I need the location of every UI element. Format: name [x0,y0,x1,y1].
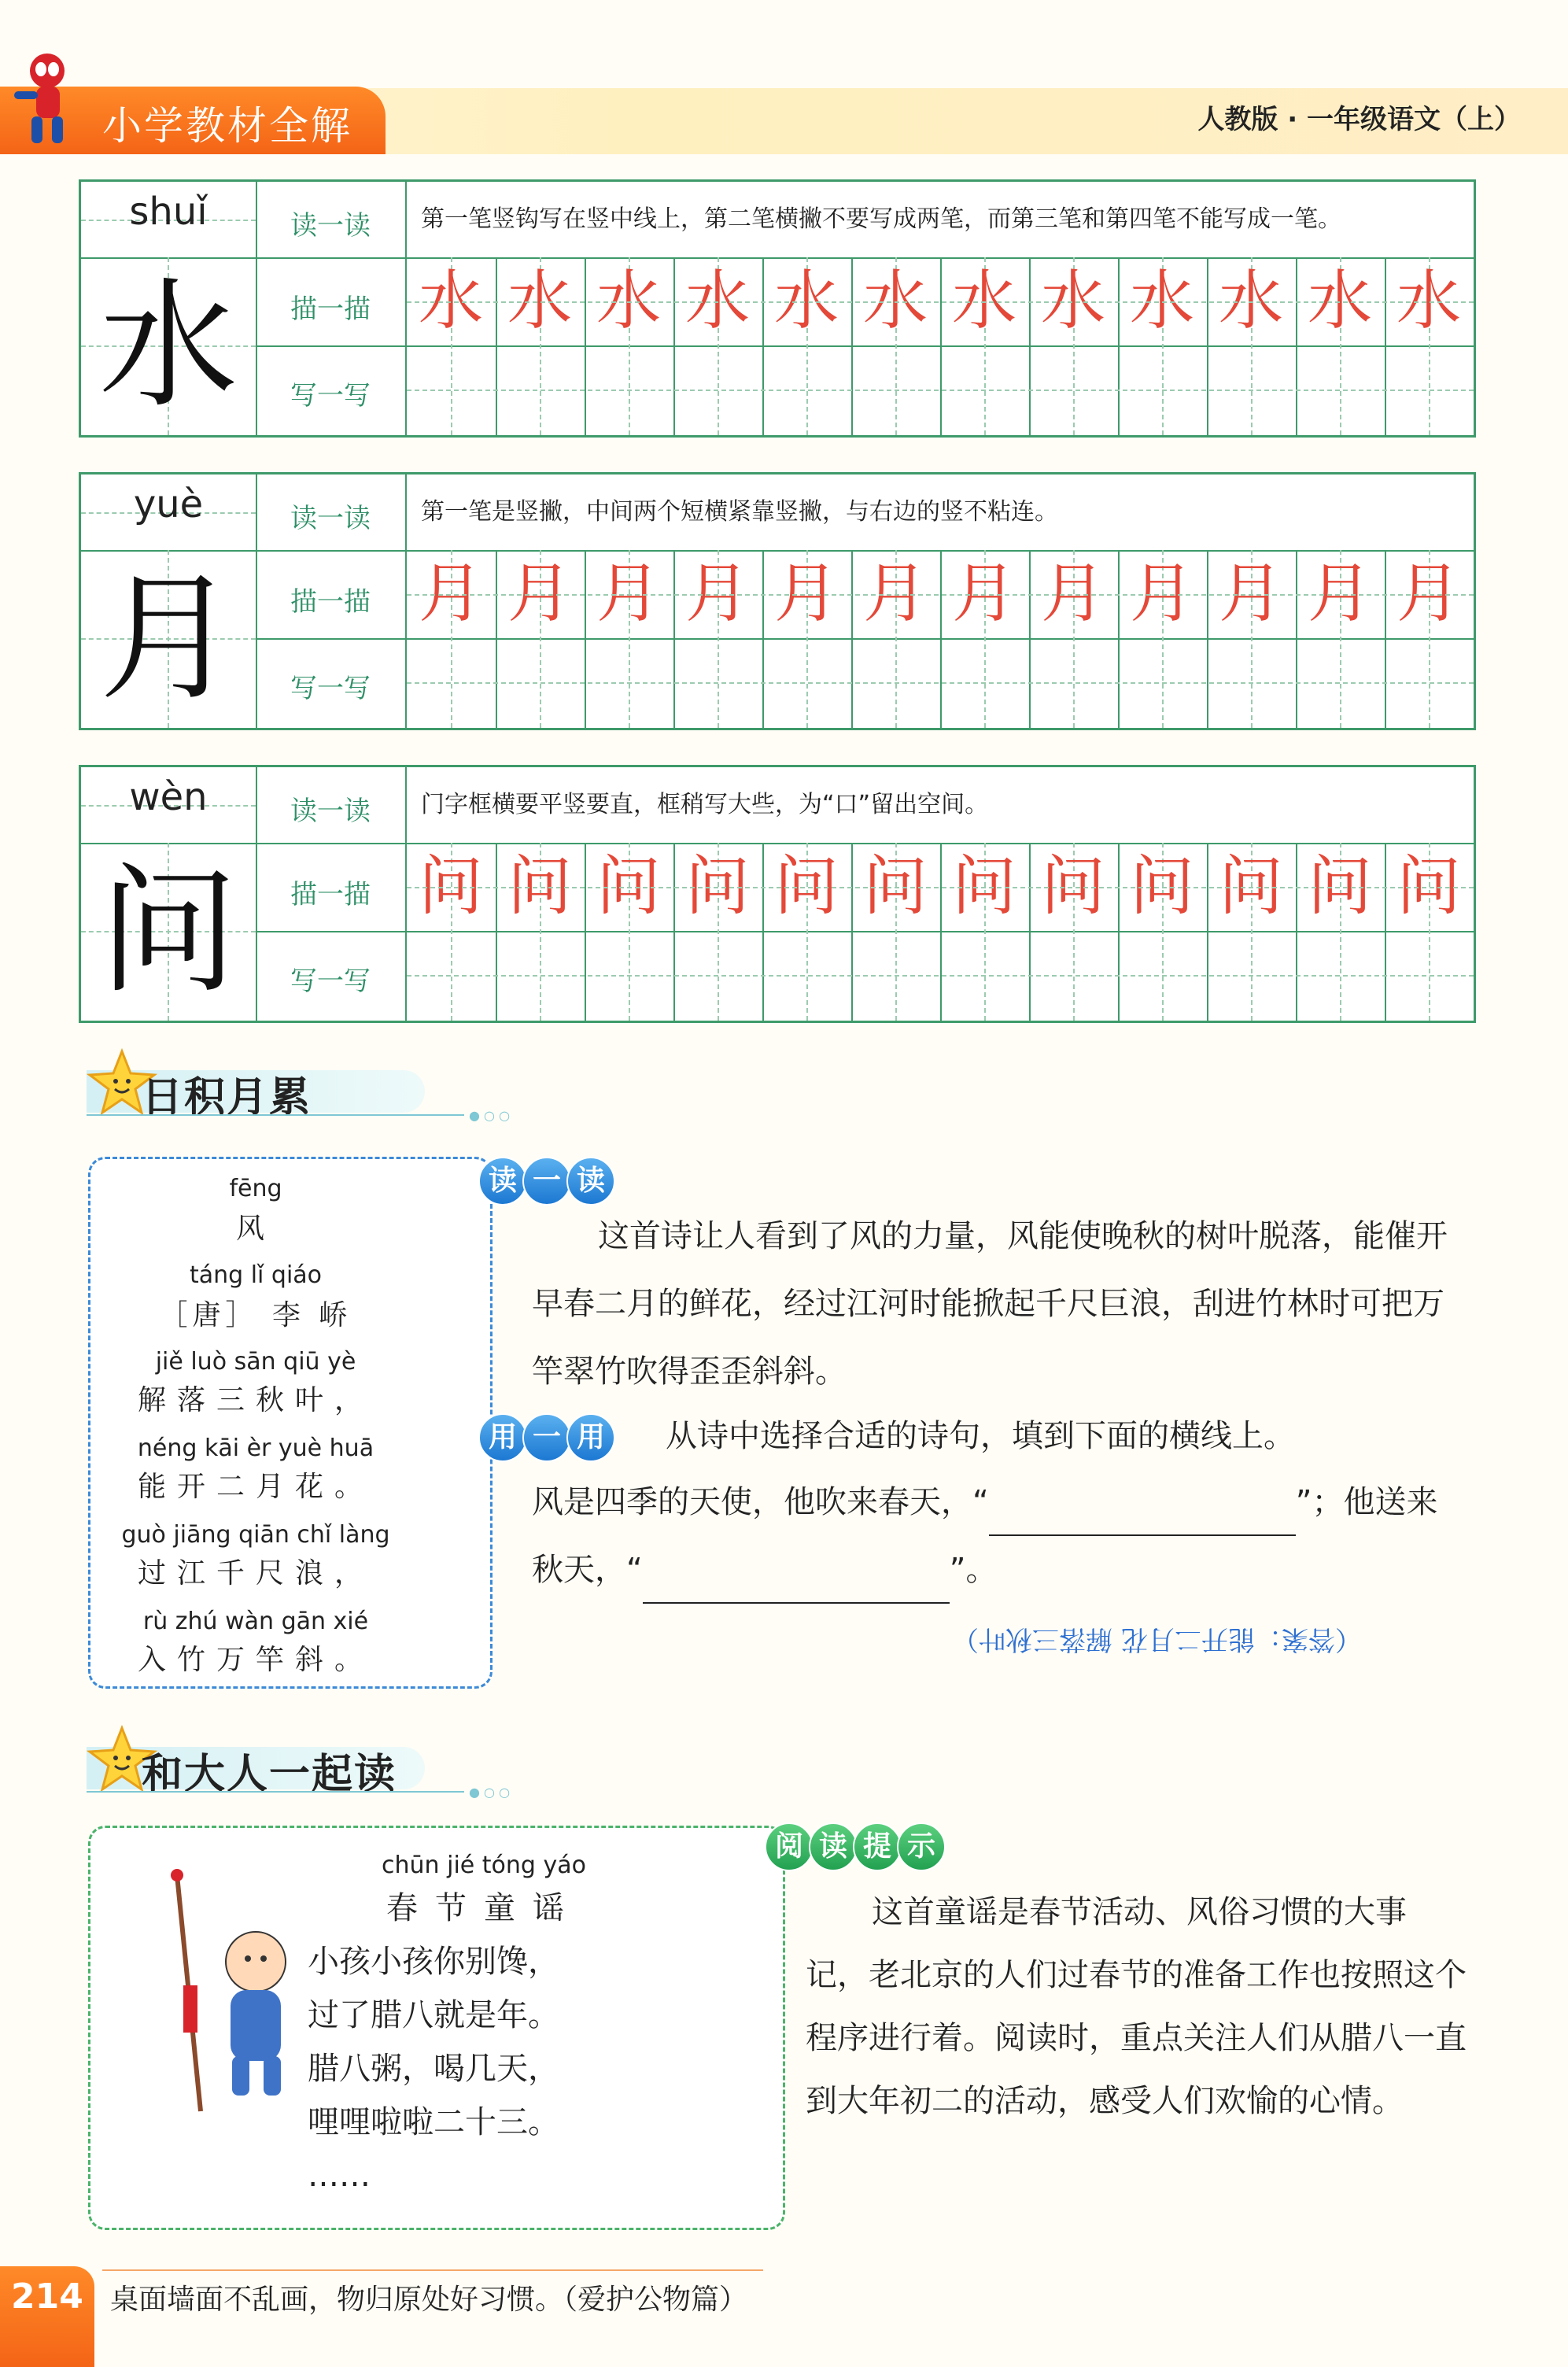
badge-char: 示 [897,1822,946,1871]
badge-char: 读 [809,1822,858,1871]
rhyme-line: 小孩小孩你别馋， [308,1944,559,1980]
trace-character: 水 [1396,264,1461,338]
page-number: 214 [11,2277,83,2317]
trace-character: 水 [1218,264,1283,338]
read-paragraph: 这首诗让人看到了风的力量，风能使晚秋的树叶脱落，能催开早春二月的鲜花，经过江河时能掀起千尺巨浪，刮进竹林时可把万竿翠竹吹得歪歪斜斜。 [532,1218,1448,1390]
char-column [81,767,257,1021]
guide-line [407,887,1474,888]
section-header-daily [24,1047,574,1123]
write-label: 写一写 [290,673,371,704]
child-firecracker-illustration-icon [146,1859,319,2127]
trace-character: 水 [773,264,839,338]
trace-character: 问 [773,849,839,924]
trace-character: 水 [951,264,1016,338]
fill-text: ”。 [949,1552,998,1588]
trace-character: 问 [951,849,1016,924]
trace-character: 月 [1396,556,1461,631]
fill-line-1 [532,1468,1468,1536]
badge-char: 一 [522,1157,571,1206]
read-badge [478,1157,611,1202]
trace-character: 问 [862,849,928,924]
guide-line [407,594,1474,596]
rhyme-title-pinyin: chūn jié tóng yáo [382,1852,586,1879]
trace-character: 月 [951,556,1016,631]
model-character: 月 [98,558,238,719]
model-character: 水 [98,265,238,427]
poem-line: 过江千尺浪， [137,1557,374,1590]
trace-character: 水 [507,264,572,338]
guide-line [407,390,1474,391]
trace-character: 问 [507,849,572,924]
rhyme-line: …… [308,2158,371,2194]
trace-character: 水 [1129,264,1194,338]
trace-character: 问 [684,849,750,924]
poem-line: 能开二月花。 [137,1471,374,1503]
trace-character: 月 [507,556,572,631]
fill-blank-2[interactable] [643,1571,950,1604]
read-label: 读一读 [290,796,371,827]
trace-character: 水 [418,264,483,338]
guide-line [407,975,1474,977]
stroke-instruction: 第一笔是竖撇，中间两个短横紧靠竖撇，与右边的竖不粘连。 [421,498,1058,526]
rhyme-title: 春节童谣 [386,1890,581,1926]
trace-character: 月 [1218,556,1283,631]
trace-character: 月 [862,556,928,631]
trace-character: 水 [1040,264,1105,338]
badge-char: 一 [522,1413,571,1462]
rhyme-line: 腊八粥，喝几天， [308,2051,559,2087]
label-column [256,475,407,728]
poem-line-pinyin: jiě luò sān qiū yè [155,1348,356,1376]
trace-character: 问 [596,849,661,924]
trace-label: 描一描 [290,586,371,618]
trace-character: 月 [684,556,750,631]
trace-character: 水 [862,264,928,338]
badge-char: 提 [853,1822,902,1871]
poem-author-pinyin: táng lǐ qiáo [189,1261,323,1289]
trace-character: 问 [418,849,483,924]
dots-icon: ● ○ ○ [469,1785,511,1800]
footer-motto: 桌面墙面不乱画，物归原处好习惯。（爱护公物篇） [110,2284,748,2316]
badge-char: 读 [566,1157,615,1206]
trace-character: 问 [1040,849,1105,924]
fill-text: ”；他送来 [1295,1484,1438,1520]
fill-text: 秋天，“ [532,1552,643,1588]
poem-line-pinyin: guò jiāng qiān chǐ làng [121,1521,390,1549]
badge-char: 用 [478,1413,527,1462]
rhyme-line: 哩哩啦啦二十三。 [308,2104,559,2140]
poem-line-pinyin: rù zhú wàn gān xié [142,1608,369,1635]
character-practice-block [79,472,1476,730]
trace-character: 月 [773,556,839,631]
trace-character: 月 [1307,556,1372,631]
trace-label: 描一描 [290,294,371,325]
fill-line-2 [532,1536,1468,1604]
trace-character: 问 [1129,849,1194,924]
poem-line: 入竹万竿斜。 [137,1644,374,1676]
dots-icon: ● ○ ○ [469,1108,511,1123]
section-header-read-together [24,1723,574,1800]
footer-divider [102,2269,763,2271]
write-label: 写一写 [290,380,371,412]
char-pinyin: wèn [129,775,208,819]
char-column [81,182,257,435]
label-column [256,182,407,435]
trace-character: 月 [1129,556,1194,631]
label-column [256,767,407,1021]
stroke-instruction: 第一笔竖钩写在竖中线上，第二笔横撇不要写成两笔，而第三笔和第四笔不能写成一笔。 [421,205,1341,233]
read-label: 读一读 [290,210,371,242]
read-label: 读一读 [290,503,371,534]
trace-character: 问 [1396,849,1461,924]
section-title: 和大人一起读 [142,1751,397,1798]
char-column [81,475,257,728]
character-practice-block [79,179,1476,438]
character-practice-block [79,765,1476,1023]
reading-tip-paragraph: 这首童谣是春节活动、风俗习惯的大事记，老北京的人们过春节的准备工作也按照这个程序进行着。阅读时，重点关注人们从腊八一直到大年初二的活动，感受人们欢愉的心情。 [806,1894,1467,2119]
trace-character: 问 [1218,849,1283,924]
trace-character: 月 [418,556,483,631]
stroke-instruction: 门字框横要平竖要直，框稍写大些，为“口”留出空间。 [421,791,989,818]
poem-line: 解落三秋叶， [137,1384,374,1416]
model-character: 问 [98,851,238,1012]
rhyme-lines [308,1935,559,2203]
fill-blank-1[interactable] [989,1503,1296,1536]
trace-character: 水 [1307,264,1372,338]
reading-tip-badge [765,1822,941,1868]
book-title: 小学教材全解 [102,103,352,149]
trace-character: 月 [1040,556,1105,631]
section-title: 日积月累 [142,1074,312,1121]
spiderman-mascot-icon [8,47,94,150]
guide-line [407,301,1474,303]
char-pinyin: shuǐ [129,190,208,234]
poem-title-pinyin: fēng [229,1175,282,1202]
trace-character: 问 [1307,849,1372,924]
poem-box [88,1157,493,1689]
char-pinyin: yuè [133,482,204,526]
use-prompt: 从诗中选择合适的诗句，填到下面的横线上。 [666,1418,1295,1454]
answer-upside-down: （答案：能开二月花 解落三秋叶） [952,1623,1362,1655]
badge-char: 用 [566,1413,615,1462]
divider [87,1114,464,1116]
fill-text: 风是四季的天使，他吹来春天，“ [532,1484,989,1520]
trace-character: 水 [684,264,750,338]
badge-char: 读 [478,1157,527,1206]
guide-line [407,682,1474,684]
trace-character: 水 [596,264,661,338]
use-badge [478,1413,611,1459]
trace-character: 月 [596,556,661,631]
trace-label: 描一描 [290,879,371,910]
poem-title: 风 [235,1213,275,1245]
divider [87,1791,464,1793]
rhyme-box [88,1826,785,2230]
poem-line-pinyin: néng kāi èr yuè huā [137,1435,374,1462]
edition-label: 人教版 · 一年级语文（上） [1197,104,1521,135]
poem-author: ［唐］ 李 峤 [159,1299,352,1331]
rhyme-line: 过了腊八就是年。 [308,1997,559,2033]
write-label: 写一写 [290,966,371,997]
badge-char: 阅 [765,1822,814,1871]
